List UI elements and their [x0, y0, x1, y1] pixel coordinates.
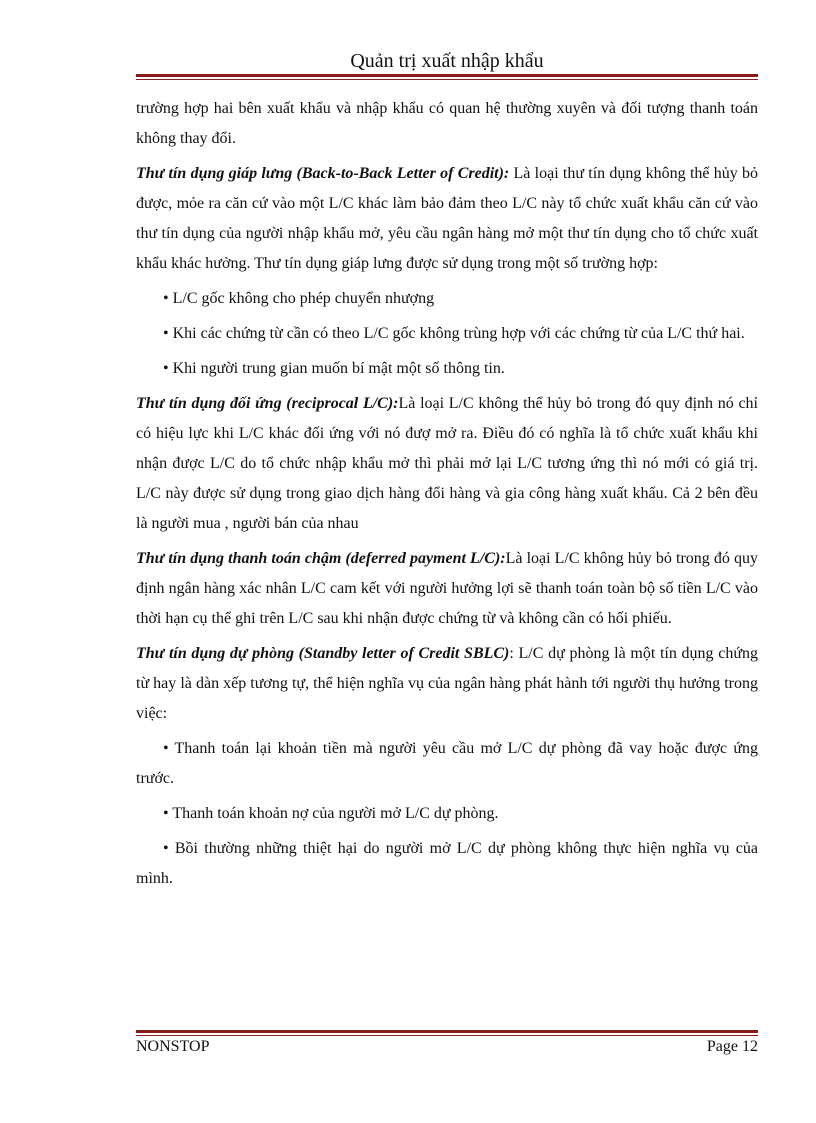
page-number: Page 12: [706, 1038, 758, 1055]
bullet-item: • Bồi thường những thiệt hại do người mở L/C dự phòng không thực hiện nghĩa vụ của mình.: [136, 840, 758, 887]
bullet-item: • Thanh toán lại khoản tiền mà người yêu cầu mở L/C dự phòng đã vay hoặc được ứng trước.: [136, 740, 758, 787]
bullet-item: • Thanh toán khoản nợ của người mở L/C dự phòng.: [163, 805, 499, 822]
paragraph-back-to-back-lc: Thư tín dụng giáp lưng (Back-to-Back Letter of Credit): Là loại thư tín dụng không thể hủy bỏ được, mỏe ra căn cứ vào một L/C khác làm bảo đảm theo L/C này tổ chức xuất khẩu căn cứ vào thư tín dụng của người nhập khẩu mở, yêu cầu ngân hàng mở một thư tín dụng cho tổ chức xuất khẩu khác hưởng. Thư tín dụng giáp lưng được sử dụng trong một số trường hợp:: [136, 165, 759, 272]
footer-rule: [136, 1030, 758, 1036]
term-standby-lc: Thư tín dụng dự phòng (Standby letter of Credit SBLC): [136, 645, 510, 662]
term-deferred-payment-lc: Thư tín dụng thanh toán chậm (deferred payment L/C):: [136, 550, 506, 567]
paragraph-continuation: trường hợp hai bên xuất khẩu và nhập khẩu có quan hệ thường xuyên và đối tượng thanh toán không thay đổi.: [136, 100, 758, 147]
term-back-to-back-lc: Thư tín dụng giáp lưng (Back-to-Back Letter of Credit): [136, 165, 504, 182]
paragraph-standby-lc: Thư tín dụng dự phòng (Standby letter of Credit SBLC): L/C dự phòng là một tín dụng chứng từ hay là dàn xếp tương tự, thể hiện nghĩa vụ của ngân hàng phát hành tới người thụ hưởng trong việc:: [136, 645, 758, 722]
header-rule: [136, 74, 758, 80]
term-reciprocal-lc: Thư tín dụng đối ứng (reciprocal L/C):: [136, 395, 399, 412]
bullet-item: • Khi người trung gian muốn bí mật một số thông tin.: [163, 360, 505, 377]
paragraph-deferred-payment-lc: Thư tín dụng thanh toán chậm (deferred payment L/C):Là loại L/C không hủy bỏ trong đó quy định ngân hàng xác nhân L/C cam kết với người hưởng lợi sẽ thanh toán toàn bộ số tiền L/C vào thời hạn cụ thể ghi trên L/C sau khi nhận được chứng từ và không cần có hối phiếu.: [136, 550, 758, 627]
page-header-title: Quản trị xuất nhập khẩu: [350, 50, 544, 72]
document-body: [136, 94, 758, 899]
paragraph-reciprocal-lc: Thư tín dụng đối ứng (reciprocal L/C):Là loại L/C không thể hủy bỏ trong đó quy định nó chỉ có hiệu lực khi L/C khác đối ứng với nó đượ mở ra. Điều đó có nghĩa là tổ chức xuất khẩu khi nhận được L/C do tổ chức nhập khẩu mở thì phải mở lại L/C tương ứng thì nó mới có giá trị. L/C này được sử dụng trong giao dịch hàng đổi hàng và gia công hàng xuất khẩu. Cả 2 bên đều là người mua , người bán của nhau: [136, 395, 759, 532]
bullet-item: • L/C gốc không cho phép chuyển nhượng: [163, 290, 435, 307]
bullet-item: • Khi các chứng từ cần có theo L/C gốc không trùng hợp với các chứng từ của L/C thứ hai.: [163, 325, 745, 342]
footer-label: NONSTOP: [136, 1038, 210, 1055]
